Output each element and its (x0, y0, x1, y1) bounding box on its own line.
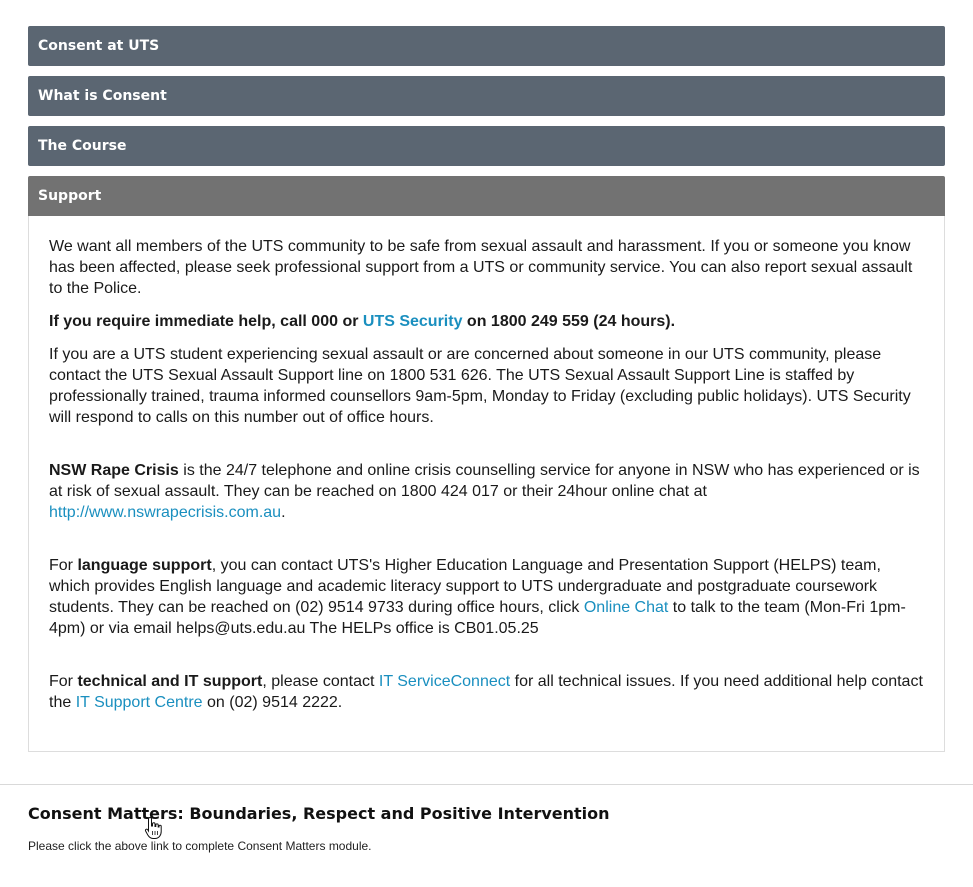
language-support-pre: For (49, 557, 78, 574)
it-support-centre-link[interactable]: IT Support Centre (75, 694, 203, 711)
accordion-header-the-course[interactable]: The Course (28, 126, 945, 166)
hand-pointer-cursor-icon (144, 816, 164, 840)
accordion (28, 26, 945, 752)
sexual-assault-support-text: If you are a UTS student experiencing sexual assault or are concerned about someone in our UTS community, please contact the UTS Sexual Assault Support line on 1800 531 626. The UTS Sexual Assault Support Line is staffed by professionally trained, trauma informed counsellors 9am-5pm, Monday to Friday (excluding public holidays). UTS Security will respond to calls on this number out of office hours. (49, 346, 911, 426)
it-support-body: , please contact (262, 673, 379, 690)
it-support-text (49, 671, 924, 713)
nsw-rape-crisis-end: . (281, 504, 286, 521)
uts-security-link[interactable]: UTS Security (362, 313, 463, 330)
it-serviceconnect-link[interactable]: IT ServiceConnect (378, 673, 511, 690)
immediate-help-post: on 1800 249 559 (24 hours). (462, 313, 676, 330)
nsw-rape-crisis-text (49, 460, 924, 523)
nsw-rape-crisis-label: NSW Rape Crisis (49, 462, 179, 479)
online-chat-link[interactable]: Online Chat (583, 599, 669, 616)
language-support-end: to talk to the team (Mon-Fri 1pm-4pm) or via email helps@uts.edu.au The HELPs office is CB01.05.25 (49, 599, 906, 637)
nsw-rape-crisis-link[interactable]: http://www.nswrapecrisis.com.au (49, 504, 282, 521)
language-support-text (49, 555, 924, 639)
consent-matters-module-link[interactable]: Consent Matters: Boundaries, Respect and Positive Intervention (28, 804, 610, 823)
it-support-pre: For (49, 673, 78, 690)
it-support-label: technical and IT support (77, 673, 263, 690)
nsw-rape-crisis-body: is the 24/7 telephone and online crisis counselling service for anyone in NSW who has experienced or is at risk of sexual assault. They can be reached on 1800 424 017 or their 24hour online chat at (49, 462, 920, 500)
accordion-header-what-is-consent[interactable]: What is Consent (28, 76, 945, 116)
module-instruction-text: Please click the above link to complete Consent Matters module. (28, 839, 372, 853)
it-support-mid: for all technical issues. If you need additional help contact the (49, 673, 923, 711)
it-support-end: on (02) 9514 2222. (202, 694, 343, 711)
accordion-header-support[interactable]: Support (28, 176, 945, 216)
support-intro: We want all members of the UTS community to be safe from sexual assault and harassment. If you or someone you know has been affected, please seek professional support from a UTS or community service. You can also report sexual assault to the Police. (49, 238, 913, 297)
support-panel (28, 216, 945, 752)
immediate-help-pre: If you require immediate help, call 000 or (49, 313, 363, 330)
immediate-help-text (49, 311, 924, 332)
language-support-label: language support (77, 557, 212, 574)
language-support-body: , you can contact UTS's Higher Education Language and Presentation Support (HELPS) team, which provides English language and academic literacy support to UTS undergraduate and postgraduate coursework students. They can be reached on (02) 9514 9733 during office hours, click (49, 557, 881, 616)
accordion-header-consent-at-uts[interactable]: Consent at UTS (28, 26, 945, 66)
section-divider (0, 784, 973, 785)
